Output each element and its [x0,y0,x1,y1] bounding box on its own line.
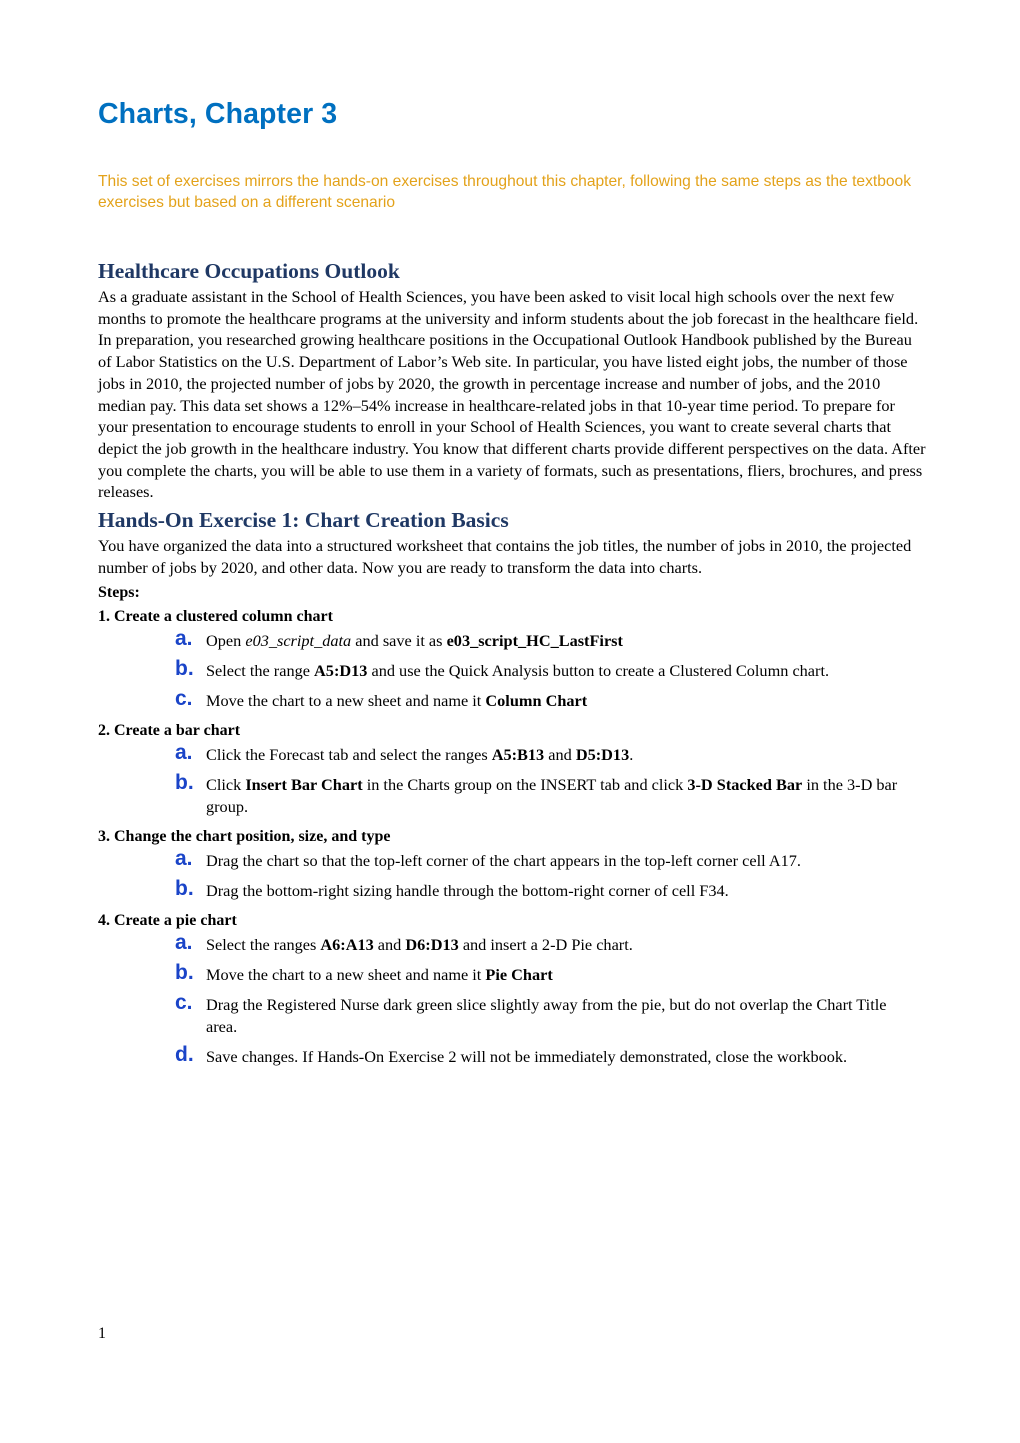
step-text: Click [206,775,246,795]
sheet-name: Pie Chart [485,965,553,985]
step-text: and insert a 2-D Pie chart. [458,935,633,955]
intro-paragraph: This set of exercises mirrors the hands-on exercises throughout this chapter, following the same steps as the textbook exercises but based on a different scenario [98,173,912,211]
section-heading-healthcare: Healthcare Occupations Outlook [98,259,400,283]
step-text: in the 3-D bar group. [206,775,898,817]
step-4a [98,931,928,956]
step-text: . [629,745,634,765]
step-text: Drag the Registered Nurse dark green slice slightly away from the pie, but do not overlap the Chart Title area. [206,995,887,1037]
step-letter: a. [175,627,193,651]
step-2-heading: 2. Create a bar chart [98,722,241,740]
step-letter: b. [175,657,194,681]
command-name: Insert Bar Chart [245,775,363,795]
step-text: and use the Quick Analysis button to create a Clustered Column chart. [367,661,830,681]
step-text: in the Charts group on the INSERT tab and click [362,775,688,795]
cell-range: A6:A13 [320,935,374,955]
step-4c [98,991,928,1038]
cell-range: A5:B13 [491,745,545,765]
step-text: Select the ranges [206,935,321,955]
step-1-heading: 1. Create a clustered column chart [98,608,333,626]
page-title: Charts, Chapter 3 [98,98,338,130]
step-text: and save it as [351,631,447,651]
step-text: Open [206,631,246,651]
scenario-paragraph-2: In preparation, you researched growing healthcare positions in the Occupational Outlook Handbook published by the Bureau of Labor Statistics on the U.S. Department of Labor’s Web site. In particular, you have listed eight jobs, the number of those jobs in 2010, the projected number of jobs by 2020, the growth in percentage increase and number of jobs, and the 2010 median pay. This data set shows a 12%–54% increase in healthcare-related jobs in that 10-year time period. To prepare for your presentation to encourage students to enroll in your School of Health Sciences, you want to create several charts that depict the job growth in the healthcare industry. You know that different charts provide different perspectives on the data. After you complete the charts, you will be able to use them in a variety of formats, such as presentations, fliers, brochures, and press releases. [98,330,926,502]
step-text: Drag the chart so that the top-left corner of the chart appears in the top-left corner cell A17. [206,851,801,871]
file-name: e03_script_data [245,631,352,651]
step-letter: a. [175,931,193,955]
steps-label: Steps: [98,584,140,602]
step-letter: c. [175,687,193,711]
step-text: Save changes. If Hands-On Exercise 2 will not be immediately demonstrated, close the workbook. [206,1047,848,1067]
step-4-heading: 4. Create a pie chart [98,912,237,930]
cell-range: A5:D13 [314,661,368,681]
step-4b [98,961,928,986]
step-3a [98,847,928,872]
step-letter: d. [175,1043,194,1067]
step-text: Select the range [206,661,315,681]
document-body [98,256,928,1076]
step-letter: c. [175,991,193,1015]
step-2b [98,771,928,818]
sheet-name: Column Chart [485,691,588,711]
option-name: 3-D Stacked Bar [687,775,803,795]
step-letter: b. [175,961,194,985]
step-letter: a. [175,741,193,765]
step-text: Drag the bottom-right sizing handle through the bottom-right corner of cell F34. [206,881,729,901]
section-heading-exercise-1: Hands-On Exercise 1: Chart Creation Basics [98,508,509,533]
exercise-intro-paragraph: You have organized the data into a structured worksheet that contains the job titles, the number of jobs in 2010, the projected number of jobs by 2020, and other data. Now you are ready to transform the data into charts. [98,536,912,577]
step-text: and [544,745,576,765]
step-text: Move the chart to a new sheet and name it [206,965,486,985]
page-number: 1 [98,1325,106,1342]
save-file-name: e03_script_HC_LastFirst [446,631,623,651]
step-text: Move the chart to a new sheet and name it [206,691,486,711]
cell-range: D5:D13 [575,745,630,765]
step-1a [98,627,928,652]
step-letter: b. [175,771,194,795]
cell-range: D6:D13 [405,935,459,955]
step-text: and [373,935,406,955]
step-3-heading: 3. Change the chart position, size, and type [98,828,391,846]
scenario-paragraph-1: As a graduate assistant in the School of Health Sciences, you have been asked to visit local high schools over the next few months to promote the healthcare programs at the university and inform students about the job forecast in the healthcare field. [98,287,919,328]
step-2a [98,741,928,766]
step-letter: b. [175,877,194,901]
step-1c [98,687,928,712]
step-text: Click the Forecast tab and select the ranges [206,745,492,765]
step-letter: a. [175,847,193,871]
step-4d [98,1043,928,1068]
step-1b [98,657,928,682]
step-3b [98,877,928,902]
